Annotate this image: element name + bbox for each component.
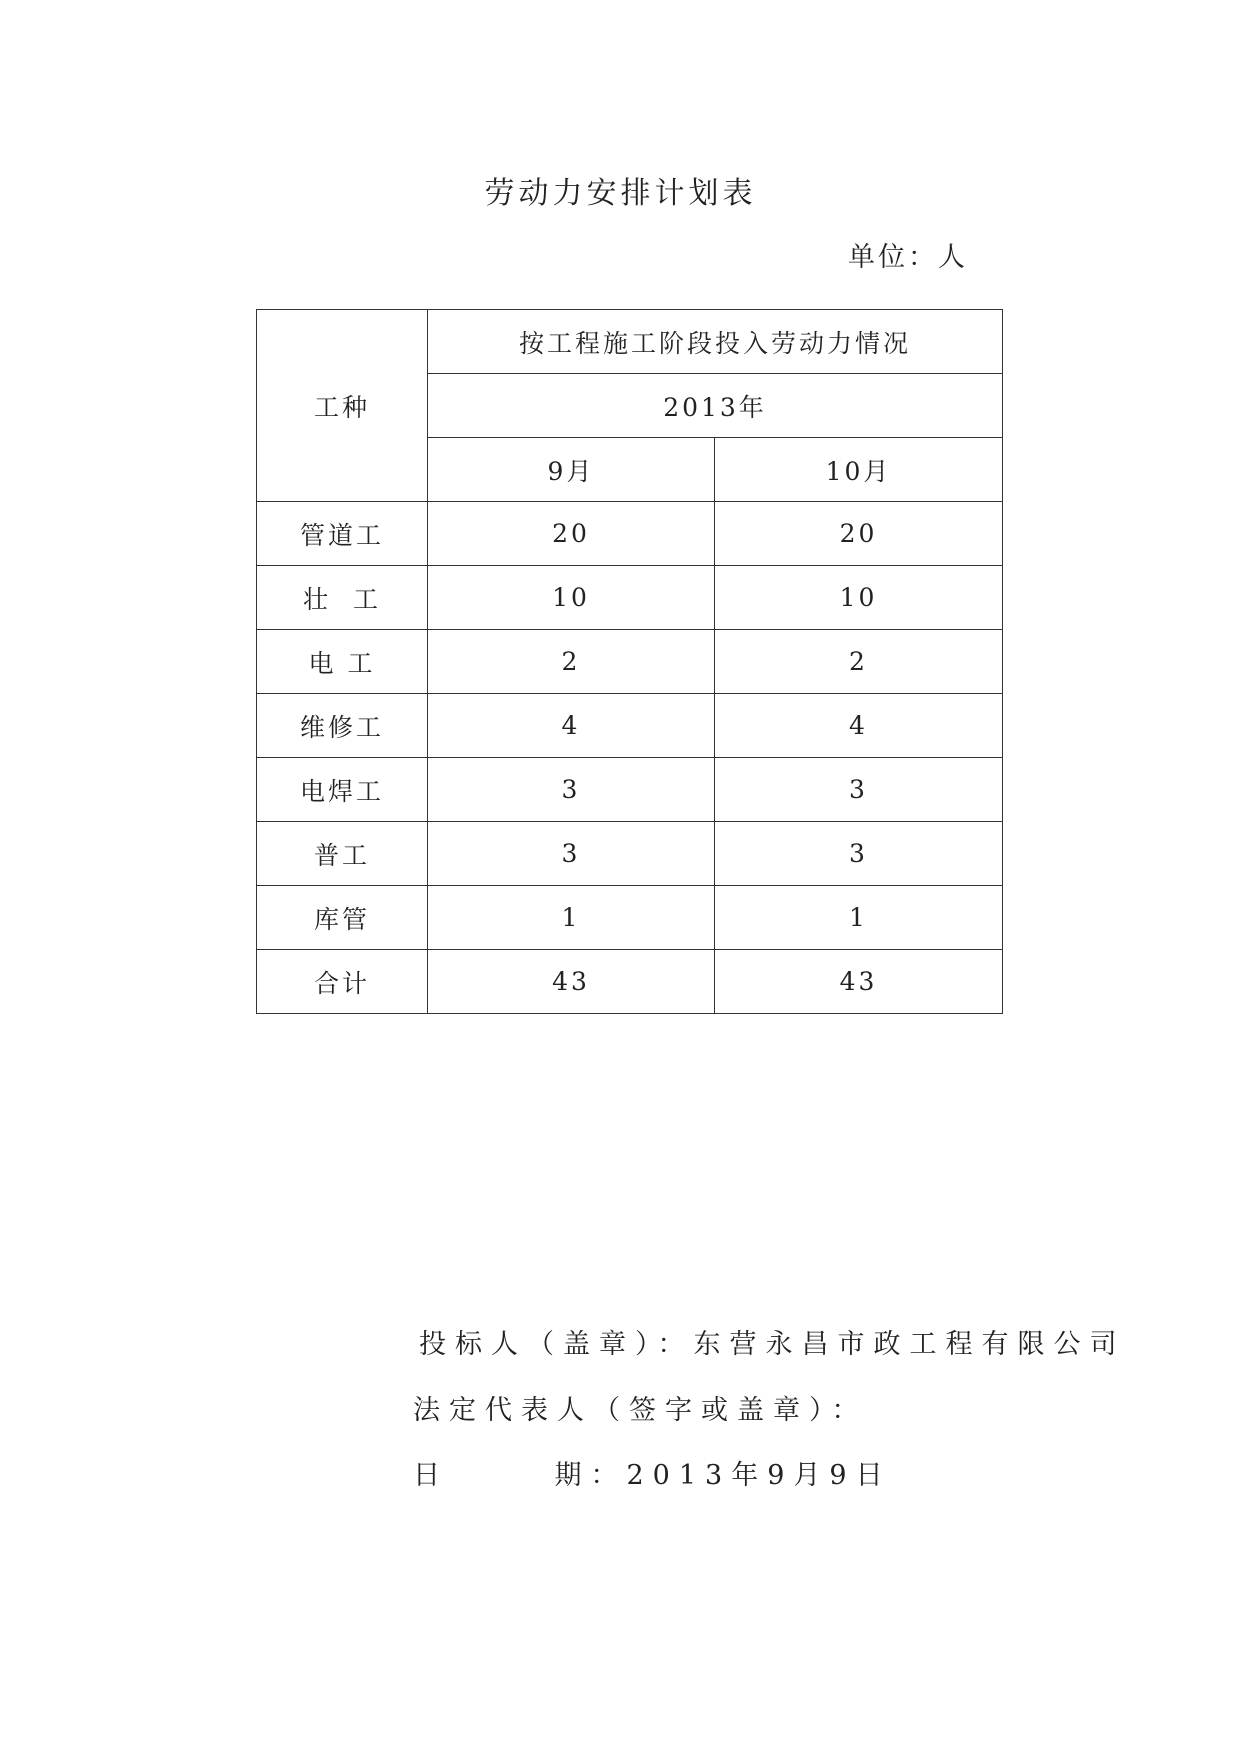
value-cell: 3 xyxy=(428,758,715,822)
value-cell: 4 xyxy=(428,694,715,758)
total-value-cell: 43 xyxy=(428,950,715,1014)
value-cell: 2 xyxy=(715,630,1003,694)
value-cell: 1 xyxy=(715,886,1003,950)
value-cell: 10 xyxy=(715,566,1003,630)
bidder-line: 投标人（盖章）：东营永昌市政工程有限公司 xyxy=(419,1329,1126,1360)
trade-cell: 维修工 xyxy=(257,694,428,758)
value-cell: 3 xyxy=(715,822,1003,886)
date-label: 日 期： xyxy=(413,1460,627,1491)
stage-header-cell: 按工程施工阶段投入劳动力情况 xyxy=(428,310,1003,374)
trade-cell: 电焊工 xyxy=(257,758,428,822)
value-cell: 20 xyxy=(715,502,1003,566)
month-header-september: 9月 xyxy=(428,438,715,502)
year-header-cell: 2013年 xyxy=(428,374,1003,438)
table-row xyxy=(257,886,1003,950)
trade-cell: 普工 xyxy=(257,822,428,886)
table-row xyxy=(257,502,1003,566)
trade-cell: 壮 工 xyxy=(257,566,428,630)
document-title: 劳动力安排计划表 xyxy=(484,176,757,211)
table-row xyxy=(257,758,1003,822)
date-value: 2013年9月9日 xyxy=(626,1460,892,1491)
table-total-row xyxy=(257,950,1003,1014)
value-cell: 4 xyxy=(715,694,1003,758)
value-cell: 3 xyxy=(715,758,1003,822)
value-cell: 2 xyxy=(428,630,715,694)
value-cell: 10 xyxy=(428,566,715,630)
month-header-october: 10月 xyxy=(715,438,1003,502)
table-row xyxy=(257,630,1003,694)
representative-line: 法定代表人（签字或盖章）： xyxy=(413,1395,868,1426)
trade-header-cell: 工种 xyxy=(257,310,428,502)
table-header-row xyxy=(257,310,1003,374)
unit-label: 单位：人 xyxy=(848,242,968,273)
labor-plan-table xyxy=(256,309,1003,1014)
value-cell: 20 xyxy=(428,502,715,566)
table-row xyxy=(257,822,1003,886)
trade-cell: 库管 xyxy=(257,886,428,950)
total-value-cell: 43 xyxy=(715,950,1003,1014)
date-line xyxy=(413,1453,892,1492)
table-row xyxy=(257,566,1003,630)
trade-cell: 管道工 xyxy=(257,502,428,566)
value-cell: 3 xyxy=(428,822,715,886)
value-cell: 1 xyxy=(428,886,715,950)
total-label-cell: 合计 xyxy=(257,950,428,1014)
trade-cell: 电 工 xyxy=(257,630,428,694)
table-row xyxy=(257,694,1003,758)
